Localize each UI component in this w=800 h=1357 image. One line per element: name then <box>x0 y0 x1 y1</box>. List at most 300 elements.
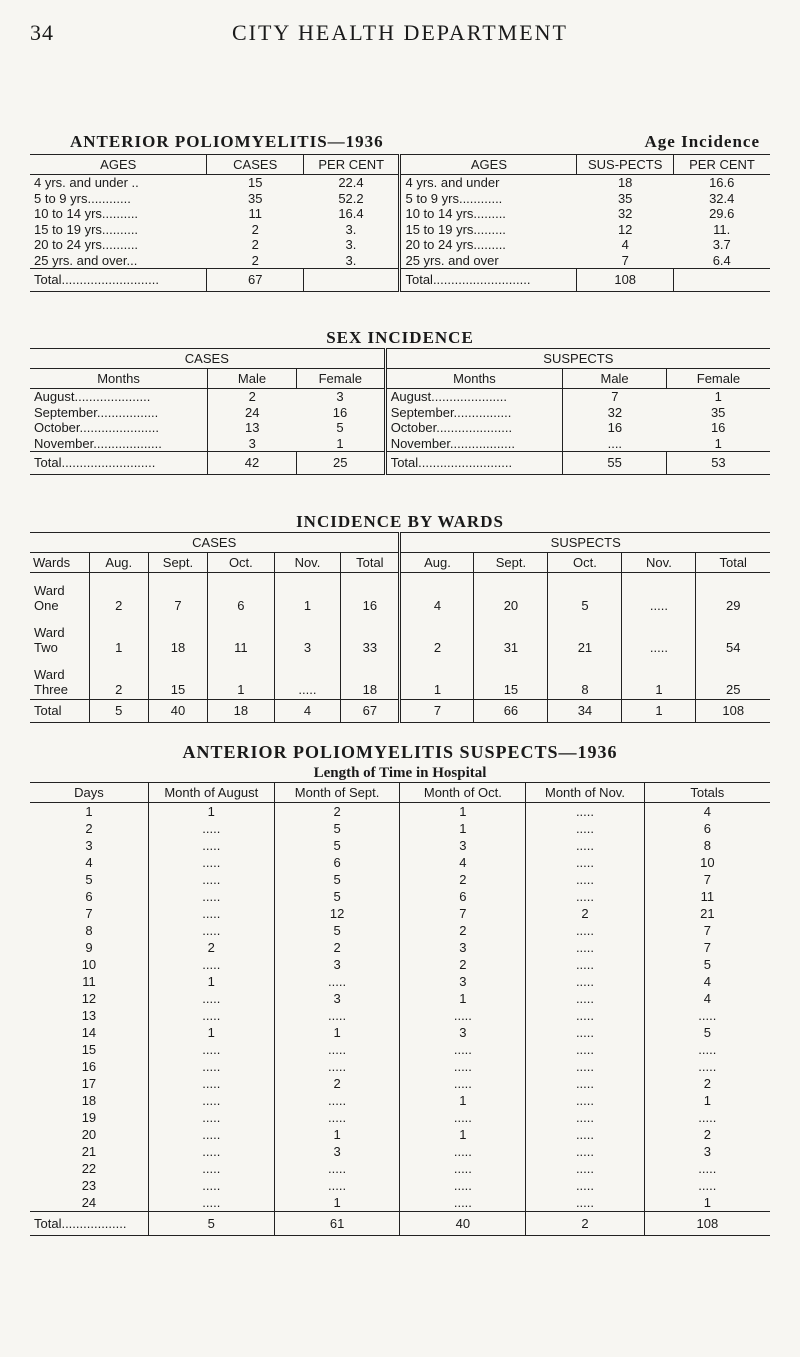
oct-cell: ..... <box>400 1194 526 1212</box>
total-cell: 40 <box>400 1212 526 1236</box>
col-oct: Oct. <box>208 553 275 573</box>
col-aug: Aug. <box>400 553 474 573</box>
sept-cell: 1 <box>274 1024 400 1041</box>
sept-cell: 1 <box>274 1126 400 1143</box>
hospital-stay-title: ANTERIOR POLIOMYELITIS SUSPECTS—1936 <box>182 742 618 762</box>
totals-cell: ..... <box>644 1109 770 1126</box>
sept-cell: ..... <box>274 1092 400 1109</box>
days-cell: 6 <box>85 889 93 904</box>
days-cell: 2 <box>85 821 93 836</box>
per-cent-cell: 16.6 <box>709 175 735 190</box>
sept-cell: 5 <box>274 871 400 888</box>
value-cell: 15 <box>148 657 207 700</box>
total-cell: 2 <box>526 1212 644 1236</box>
table-row <box>30 1109 770 1126</box>
totals-cell: 5 <box>644 956 770 973</box>
col-total: Total <box>696 553 770 573</box>
oct-cell: ..... <box>400 1143 526 1160</box>
oct-cell: 1 <box>400 803 526 821</box>
value-cell: 1 <box>208 657 275 700</box>
total-row <box>30 452 770 475</box>
male-cell: 16 <box>563 420 667 436</box>
table-row <box>30 1143 770 1160</box>
per-cent-cell: 32.4 <box>709 190 735 206</box>
age-incidence-subtitle: Age Incidence <box>644 132 760 151</box>
nov-cell: ..... <box>526 854 644 871</box>
month-cell: October...................... <box>34 420 159 435</box>
august-cell: 1 <box>148 973 274 990</box>
nov-cell: ..... <box>526 1041 644 1058</box>
value-cell: ..... <box>622 573 696 616</box>
nov-cell: ..... <box>526 956 644 973</box>
august-cell: ..... <box>148 1109 274 1126</box>
sept-cell: 3 <box>274 990 400 1007</box>
august-cell: ..... <box>148 1075 274 1092</box>
age-incidence-title: ANTERIOR POLIOMYELITIS—1936 <box>70 132 384 151</box>
oct-cell: 3 <box>400 837 526 854</box>
suspects-cell: 12 <box>617 221 633 237</box>
male-cell: 24 <box>208 405 297 421</box>
totals-cell: ..... <box>644 1058 770 1075</box>
totals-cell: 7 <box>644 922 770 939</box>
table-row <box>30 405 770 421</box>
value-cell: 25 <box>696 657 770 700</box>
ward-word: Ward <box>34 583 65 598</box>
table-row <box>30 956 770 973</box>
per-cent-cell: 6.4 <box>712 252 731 268</box>
age-cell: 5 to 9 yrs............ <box>400 191 577 207</box>
total-female: 25 <box>296 452 385 475</box>
nov-cell: 2 <box>526 905 644 922</box>
sept-cell: 6 <box>274 854 400 871</box>
col-female: Female <box>666 369 770 389</box>
totals-cell: ..... <box>644 1177 770 1194</box>
col-oct: Oct. <box>548 553 622 573</box>
oct-cell: ..... <box>400 1075 526 1092</box>
days-cell: 14 <box>81 1025 97 1040</box>
august-cell: 2 <box>148 939 274 956</box>
days-cell: 16 <box>81 1059 97 1074</box>
days-cell: 24 <box>81 1195 97 1210</box>
female-cell: 5 <box>336 420 344 435</box>
days-cell: 9 <box>85 940 93 955</box>
per-cent-cell: 3. <box>345 237 357 252</box>
total-cell: 67 <box>341 700 400 723</box>
table-row <box>30 1058 770 1075</box>
nov-cell: ..... <box>526 871 644 888</box>
age-cell: 4 yrs. and under .. <box>34 175 139 190</box>
value-cell: 54 <box>696 615 770 657</box>
wards-section <box>30 512 770 723</box>
total-cell: 108 <box>644 1212 770 1236</box>
table-row <box>30 973 770 990</box>
female-cell: 1 <box>336 435 344 451</box>
total-cases: 67 <box>207 269 304 292</box>
cases-cell: 2 <box>251 252 259 268</box>
ward-number: Three <box>34 682 68 697</box>
august-cell: ..... <box>148 1194 274 1212</box>
nov-cell: ..... <box>526 939 644 956</box>
august-cell: ..... <box>148 956 274 973</box>
oct-cell: ..... <box>400 1007 526 1024</box>
col-days: Days <box>30 783 148 803</box>
sept-cell: 3 <box>274 956 400 973</box>
sept-cell: 12 <box>274 905 400 922</box>
total-cell: 108 <box>696 700 770 723</box>
value-cell: ..... <box>622 615 696 657</box>
col-sept: Sept. <box>474 553 548 573</box>
table-row <box>30 990 770 1007</box>
value-cell: 11 <box>208 615 275 657</box>
col-nov: Nov. <box>274 553 341 573</box>
oct-cell: 7 <box>400 905 526 922</box>
august-cell: ..... <box>148 854 274 871</box>
table-row <box>30 253 770 269</box>
days-cell: 21 <box>81 1144 97 1159</box>
value-cell: ..... <box>274 657 341 700</box>
value-cell: 3 <box>274 615 341 657</box>
age-incidence-table <box>30 154 770 292</box>
table-row <box>30 854 770 871</box>
total-label: Total.......................... <box>30 452 208 475</box>
value-cell: 18 <box>341 657 400 700</box>
total-label: Total........................... <box>30 269 207 292</box>
value-cell: 6 <box>208 573 275 616</box>
ward-label <box>30 657 89 700</box>
page-title: CITY HEALTH DEPARTMENT <box>231 20 568 45</box>
cases-cell: 11 <box>248 206 262 221</box>
table-row <box>30 573 770 616</box>
sex-incidence-title: SEX INCIDENCE <box>326 328 474 347</box>
totals-cell: 7 <box>644 871 770 888</box>
cases-cell: 35 <box>247 190 263 206</box>
col-wards: Wards <box>30 553 89 573</box>
total-label: Total <box>30 700 89 723</box>
age-cell: 25 yrs. and over <box>400 253 577 269</box>
per-cent-cell: 3. <box>345 252 357 268</box>
august-cell: ..... <box>148 837 274 854</box>
total-blank <box>673 269 770 292</box>
sept-cell: 3 <box>274 1143 400 1160</box>
nov-cell: ..... <box>526 990 644 1007</box>
august-cell: ..... <box>148 1058 274 1075</box>
nov-cell: ..... <box>526 1194 644 1212</box>
value-cell: 1 <box>89 615 148 657</box>
col-total: Total <box>341 553 400 573</box>
august-cell: 1 <box>148 1024 274 1041</box>
nov-cell: ..... <box>526 1058 644 1075</box>
august-cell: ..... <box>148 1007 274 1024</box>
group-cases: CASES <box>30 349 385 369</box>
table-row <box>30 1160 770 1177</box>
days-cell: 15 <box>81 1042 97 1057</box>
table-row <box>30 615 770 657</box>
nov-cell: ..... <box>526 803 644 821</box>
value-cell: 2 <box>89 573 148 616</box>
sept-cell: 2 <box>274 1075 400 1092</box>
value-cell: 5 <box>548 573 622 616</box>
table-row <box>30 1092 770 1109</box>
table-row <box>30 820 770 837</box>
totals-cell: 10 <box>644 854 770 871</box>
days-cell: 13 <box>81 1008 97 1023</box>
page-number: 34 <box>30 20 54 45</box>
days-cell: 12 <box>81 991 97 1006</box>
totals-cell: 1 <box>644 1092 770 1109</box>
august-cell: ..... <box>148 1143 274 1160</box>
table-row <box>30 939 770 956</box>
month-cell: September................. <box>34 404 159 420</box>
august-cell: ..... <box>148 905 274 922</box>
col-august: Month of August <box>148 783 274 803</box>
totals-cell: 4 <box>644 973 770 990</box>
age-cell: 5 to 9 yrs............ <box>34 190 131 206</box>
cases-cell: 2 <box>251 221 259 237</box>
august-cell: ..... <box>148 871 274 888</box>
col-per-cent-left: PER CENT <box>303 155 400 175</box>
totals-cell: 1 <box>644 1194 770 1212</box>
table-row <box>30 1024 770 1041</box>
ward-number: Two <box>34 640 58 655</box>
oct-cell: 3 <box>400 1024 526 1041</box>
col-sept: Month of Sept. <box>274 783 400 803</box>
col-female: Female <box>296 369 385 389</box>
male-cell: .... <box>563 436 667 452</box>
total-cell: 4 <box>274 700 341 723</box>
days-cell: 17 <box>81 1076 97 1091</box>
male-cell: 7 <box>563 389 667 405</box>
male-cell: 2 <box>208 389 297 405</box>
total-cell: 34 <box>548 700 622 723</box>
sept-cell: 2 <box>274 803 400 821</box>
col-nov: Nov. <box>622 553 696 573</box>
sept-cell: 5 <box>274 922 400 939</box>
august-cell: ..... <box>148 1041 274 1058</box>
wards-title: INCIDENCE BY WARDS <box>296 512 504 531</box>
nov-cell: ..... <box>526 1024 644 1041</box>
month-cell: September................ <box>385 405 563 421</box>
table-row <box>30 191 770 207</box>
total-row <box>30 269 770 292</box>
value-cell: 33 <box>341 615 400 657</box>
age-cell: 10 to 14 yrs......... <box>400 206 577 222</box>
value-cell: 21 <box>548 615 622 657</box>
oct-cell: 4 <box>400 854 526 871</box>
col-cases: CASES <box>207 155 304 175</box>
per-cent-cell: 11. <box>713 221 731 237</box>
totals-cell: 7 <box>644 939 770 956</box>
suspects-cell: 7 <box>621 252 629 268</box>
table-row <box>30 922 770 939</box>
oct-cell: ..... <box>400 1160 526 1177</box>
hospital-stay-body <box>30 803 770 1236</box>
total-label: Total.......................... <box>385 452 563 475</box>
value-cell: 15 <box>474 657 548 700</box>
total-cell: 40 <box>148 700 207 723</box>
month-cell: October..................... <box>385 420 563 436</box>
per-cent-cell: 3.7 <box>712 237 731 252</box>
sept-cell: ..... <box>274 973 400 990</box>
col-ages-left: AGES <box>30 155 207 175</box>
days-cell: 18 <box>81 1093 97 1108</box>
value-cell: 2 <box>400 615 474 657</box>
totals-cell: 2 <box>644 1075 770 1092</box>
col-aug: Aug. <box>89 553 148 573</box>
table-row <box>30 420 770 436</box>
table-row <box>30 389 770 405</box>
per-cent-cell: 29.6 <box>709 206 735 221</box>
total-male: 55 <box>563 452 667 475</box>
nov-cell: ..... <box>526 1126 644 1143</box>
month-cell: August..................... <box>385 389 563 405</box>
days-cell: 1 <box>85 804 93 819</box>
value-cell: 20 <box>474 573 548 616</box>
female-cell: 16 <box>710 420 726 435</box>
totals-cell: 6 <box>644 820 770 837</box>
nov-cell: ..... <box>526 888 644 905</box>
totals-cell: ..... <box>644 1007 770 1024</box>
age-cell: 4 yrs. and under <box>400 175 577 191</box>
ward-word: Ward <box>34 625 65 640</box>
days-cell: 3 <box>85 838 93 853</box>
oct-cell: 1 <box>400 1092 526 1109</box>
table-row <box>30 436 770 452</box>
oct-cell: 3 <box>400 939 526 956</box>
table-row <box>30 206 770 222</box>
age-incidence-section <box>30 132 770 292</box>
male-cell: 13 <box>208 420 297 436</box>
nov-cell: ..... <box>526 1177 644 1194</box>
col-male: Male <box>208 369 297 389</box>
col-sept: Sept. <box>148 553 207 573</box>
totals-cell: 8 <box>644 837 770 854</box>
total-cell: 7 <box>400 700 474 723</box>
ward-label <box>30 615 89 657</box>
sex-incidence-section <box>30 328 770 475</box>
col-suspects: SUS-PECTS <box>577 155 674 175</box>
table-row <box>30 1041 770 1058</box>
wards-table <box>30 532 770 723</box>
oct-cell: 3 <box>400 973 526 990</box>
oct-cell: 1 <box>400 820 526 837</box>
august-cell: ..... <box>148 1177 274 1194</box>
august-cell: ..... <box>148 922 274 939</box>
col-oct: Month of Oct. <box>400 783 526 803</box>
total-row <box>30 1212 770 1236</box>
table-row <box>30 888 770 905</box>
sex-incidence-table <box>30 348 770 475</box>
value-cell: 16 <box>341 573 400 616</box>
totals-cell: 2 <box>644 1126 770 1143</box>
value-cell: 8 <box>548 657 622 700</box>
sept-cell: ..... <box>274 1177 400 1194</box>
table-row <box>30 237 770 253</box>
nov-cell: ..... <box>526 837 644 854</box>
total-label: Total.................. <box>30 1212 148 1236</box>
col-months: Months <box>385 369 563 389</box>
suspects-cell: 18 <box>617 175 633 190</box>
group-suspects: SUSPECTS <box>385 349 770 369</box>
days-cell: 19 <box>81 1110 97 1125</box>
sept-cell: ..... <box>274 1041 400 1058</box>
total-male: 42 <box>208 452 297 475</box>
august-cell: ..... <box>148 1126 274 1143</box>
female-cell: 35 <box>710 404 726 420</box>
table-row <box>30 175 770 191</box>
days-cell: 10 <box>81 957 97 972</box>
total-cell: 5 <box>148 1212 274 1236</box>
days-cell: 7 <box>85 906 93 921</box>
suspects-cell: 4 <box>621 237 629 252</box>
ward-label <box>30 573 89 616</box>
age-incidence-heading <box>30 132 770 154</box>
female-cell: 1 <box>714 389 722 404</box>
oct-cell: ..... <box>400 1109 526 1126</box>
table-row <box>30 1177 770 1194</box>
total-cell: 61 <box>274 1212 400 1236</box>
age-cell: 15 to 19 yrs.......... <box>34 221 139 237</box>
days-cell: 23 <box>81 1178 97 1193</box>
table-row <box>30 1007 770 1024</box>
per-cent-cell: 16.4 <box>338 206 364 221</box>
nov-cell: ..... <box>526 1075 644 1092</box>
totals-cell: 11 <box>644 888 770 905</box>
page-header <box>30 20 770 52</box>
per-cent-cell: 52.2 <box>338 190 364 206</box>
nov-cell: ..... <box>526 973 644 990</box>
group-suspects: SUSPECTS <box>400 533 770 553</box>
sept-cell: 2 <box>274 939 400 956</box>
total-suspects: 108 <box>577 269 674 292</box>
value-cell: 31 <box>474 615 548 657</box>
col-nov: Month of Nov. <box>526 783 644 803</box>
total-cell: 18 <box>208 700 275 723</box>
nov-cell: ..... <box>526 922 644 939</box>
sept-cell: ..... <box>274 1007 400 1024</box>
total-cell: 1 <box>622 700 696 723</box>
col-ages-right: AGES <box>400 155 577 175</box>
age-cell: 15 to 19 yrs......... <box>400 222 577 238</box>
oct-cell: 1 <box>400 1126 526 1143</box>
august-cell: ..... <box>148 888 274 905</box>
male-cell: 32 <box>563 405 667 421</box>
august-cell: ..... <box>148 1092 274 1109</box>
female-cell: 3 <box>336 389 344 404</box>
per-cent-cell: 3. <box>345 221 357 237</box>
days-cell: 4 <box>85 855 93 870</box>
age-cell: 25 yrs. and over... <box>34 252 138 268</box>
table-row <box>30 1194 770 1212</box>
ward-number: One <box>34 598 59 613</box>
month-cell: November.................. <box>385 436 563 452</box>
suspects-cell: 35 <box>617 190 633 206</box>
value-cell: 18 <box>148 615 207 657</box>
col-per-cent-right: PER CENT <box>673 155 770 175</box>
table-row <box>30 871 770 888</box>
table-row <box>30 905 770 922</box>
hospital-stay-table <box>30 782 770 1236</box>
days-cell: 20 <box>81 1127 97 1142</box>
table-row <box>30 1075 770 1092</box>
august-cell: 1 <box>148 803 274 821</box>
total-label: Total........................... <box>400 269 577 292</box>
days-cell: 5 <box>85 872 93 887</box>
month-cell: August..................... <box>34 389 151 404</box>
value-cell: 1 <box>274 573 341 616</box>
sept-cell: 5 <box>274 837 400 854</box>
oct-cell: ..... <box>400 1177 526 1194</box>
age-cell: 20 to 24 yrs......... <box>400 237 577 253</box>
